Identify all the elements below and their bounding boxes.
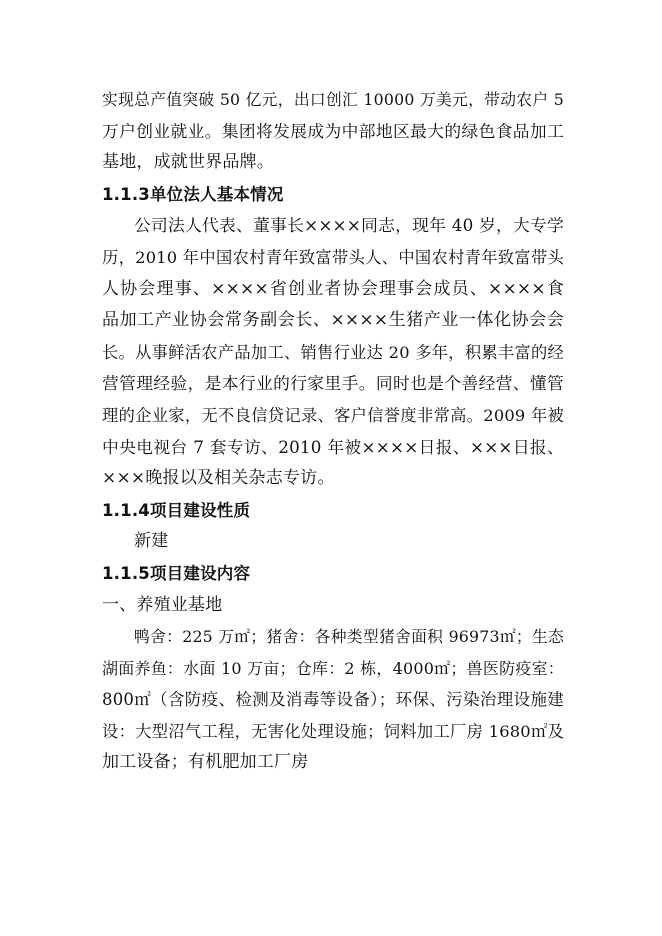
- paragraph-line: 800㎡（含防疫、检测及消毒等设备）；环保、污染治理设施建: [102, 690, 564, 710]
- paragraph-line: 新建: [134, 531, 169, 552]
- paragraph-line: 万户创业就业。集团将发展成为中部地区最大的绿色食品加工: [102, 120, 564, 141]
- paragraph-line: 实现总产值突破 50 亿元，出口创汇 10000 万美元，带动农户 5: [102, 90, 564, 109]
- paragraph-line: 基地，成就世界品牌。: [102, 152, 274, 173]
- paragraph-line: 理的企业家，无不良信贷记录、客户信誉度非常高。2009 年被: [102, 405, 564, 425]
- paragraph-line: 人协会理事、××××省创业者协会理事会成员、××××食: [102, 278, 564, 299]
- paragraph-line: 长。从事鲜活农产品加工、销售行业达 20 多年，积累丰富的经: [102, 342, 564, 362]
- paragraph-line: 湖面养鱼：水面 10 万亩；仓库：2 栋，4000㎡；兽医防疫室：: [102, 658, 564, 678]
- paragraph-line: 品加工产业协会常务副会长、××××生猪产业一体化协会会: [102, 310, 564, 331]
- paragraph-line: 中央电视台 7 套专访、2010 年被××××日报、×××日报、: [102, 436, 564, 457]
- paragraph-line: ×××晚报以及相关杂志专访。: [102, 468, 335, 489]
- sub-heading: 一、养殖业基地: [102, 594, 223, 615]
- section-heading: 1.1.3单位法人基本情况: [102, 184, 284, 204]
- document-body: [102, 84, 564, 779]
- section-heading: 1.1.5项目建设内容: [102, 563, 251, 583]
- paragraph-line: 鸭舍：225 万㎡；猪舍：各种类型猪舍面积 96973㎡；生态: [134, 627, 564, 647]
- paragraph-line: 设：大型沼气工程，无害化处理设施；饲料加工厂房 1680㎡及: [102, 721, 564, 741]
- paragraph-line: 公司法人代表、董事长××××同志，现年 40 岁，大专学: [134, 215, 564, 236]
- paragraph-line: 历，2010 年中国农村青年致富带头人、中国农村青年致富带头: [102, 247, 564, 267]
- paragraph-line: 加工设备；有机肥加工厂房: [102, 752, 309, 773]
- paragraph-line: 营管理经验，是本行业的行家里手。同时也是个善经营、懂管: [102, 373, 564, 394]
- section-heading: 1.1.4项目建设性质: [102, 500, 251, 520]
